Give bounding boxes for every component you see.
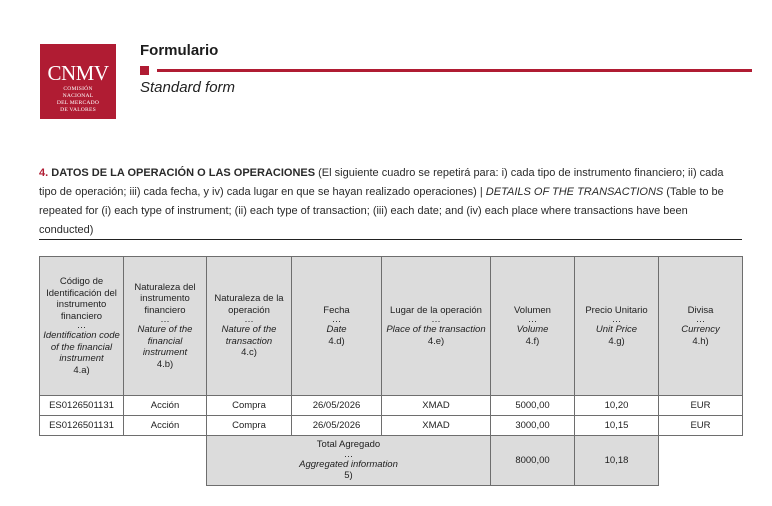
- section-heading: [39, 164, 742, 240]
- form-subtitle: Standard form: [140, 79, 236, 96]
- cell-instrument-nature: Acción: [124, 416, 207, 436]
- cell-transaction-nature: Compra: [207, 396, 292, 416]
- table-row: [40, 416, 743, 436]
- column-header: Naturaleza de la operación … Nature of the transaction 4.c): [207, 257, 292, 396]
- cell-instrument-code: ES0126501131: [40, 416, 124, 436]
- cell-currency: EUR: [659, 416, 743, 436]
- cell-place: XMAD: [382, 396, 491, 416]
- transactions-table: [39, 256, 743, 486]
- logo-sub-line: DEL MERCADO: [56, 100, 100, 106]
- total-volume: 8000,00: [491, 436, 575, 486]
- logo-subtitle: [40, 86, 116, 114]
- cell-instrument-code: ES0126501131: [40, 396, 124, 416]
- cell-place: XMAD: [382, 416, 491, 436]
- column-header: Precio Unitario … Unit Price 4.g): [575, 257, 659, 396]
- section-title: DATOS DE LA OPERACIÓN O LAS OPERACIONES: [51, 167, 316, 179]
- cell-date: 26/05/2026: [292, 396, 382, 416]
- section-title-en: DETAILS OF THE TRANSACTIONS: [485, 186, 664, 198]
- total-row: [40, 436, 743, 486]
- table-row: [40, 396, 743, 416]
- form-title: Formulario: [140, 42, 219, 59]
- column-header: Fecha … Date 4.d): [292, 257, 382, 396]
- logo-sub-line: COMISIÓN: [63, 86, 93, 92]
- cell-instrument-nature: Acción: [124, 396, 207, 416]
- column-header: Lugar de la operación … Place of the transaction 4.e): [382, 257, 491, 396]
- section-divider: [39, 239, 742, 240]
- title-accent-square: [140, 66, 149, 75]
- cell-volume: 3000,00: [491, 416, 575, 436]
- logo-sub-line: NACIONAL: [62, 93, 94, 99]
- section-number: 4.: [39, 167, 49, 179]
- cell-unit-price: 10,20: [575, 396, 659, 416]
- column-header: Divisa … Currency 4.h): [659, 257, 743, 396]
- cell-currency: EUR: [659, 396, 743, 416]
- total-unit-price: 10,18: [575, 436, 659, 486]
- column-header: Volumen … Volume 4.f): [491, 257, 575, 396]
- logo-wordmark: CNMV: [47, 61, 109, 85]
- total-spacer: [40, 436, 207, 486]
- cell-date: 26/05/2026: [292, 416, 382, 436]
- table-header-row: [40, 257, 743, 396]
- column-header: Naturaleza del instrumento financiero … Nature of the financial instrument 4.b): [124, 257, 207, 396]
- total-spacer: [659, 436, 743, 486]
- title-accent-line: [157, 69, 752, 72]
- cell-transaction-nature: Compra: [207, 416, 292, 436]
- section-intro-en: (Table to be repeated for (i) each type of instrument; (ii) each type of transaction; (iii) each date; and (iv) each place where transactions have been conducted): [39, 186, 724, 236]
- logo-sub-line: DE VALORES: [60, 107, 96, 113]
- cnmv-logo: [40, 44, 116, 119]
- section-intro-es: (El siguiente cuadro se repetirá para: i) cada tipo de instrumento financiero; ii) cada tipo de operación; iii) cada fecha, y iv) cada lugar en que se hayan realizado operaciones) |: [39, 167, 724, 198]
- cell-volume: 5000,00: [491, 396, 575, 416]
- total-label: Total Agregado … Aggregated information 5): [207, 436, 491, 486]
- cell-unit-price: 10,15: [575, 416, 659, 436]
- column-header: Código de Identificación del instrumento financiero … Identification code of the financial instrument 4.a): [40, 257, 124, 396]
